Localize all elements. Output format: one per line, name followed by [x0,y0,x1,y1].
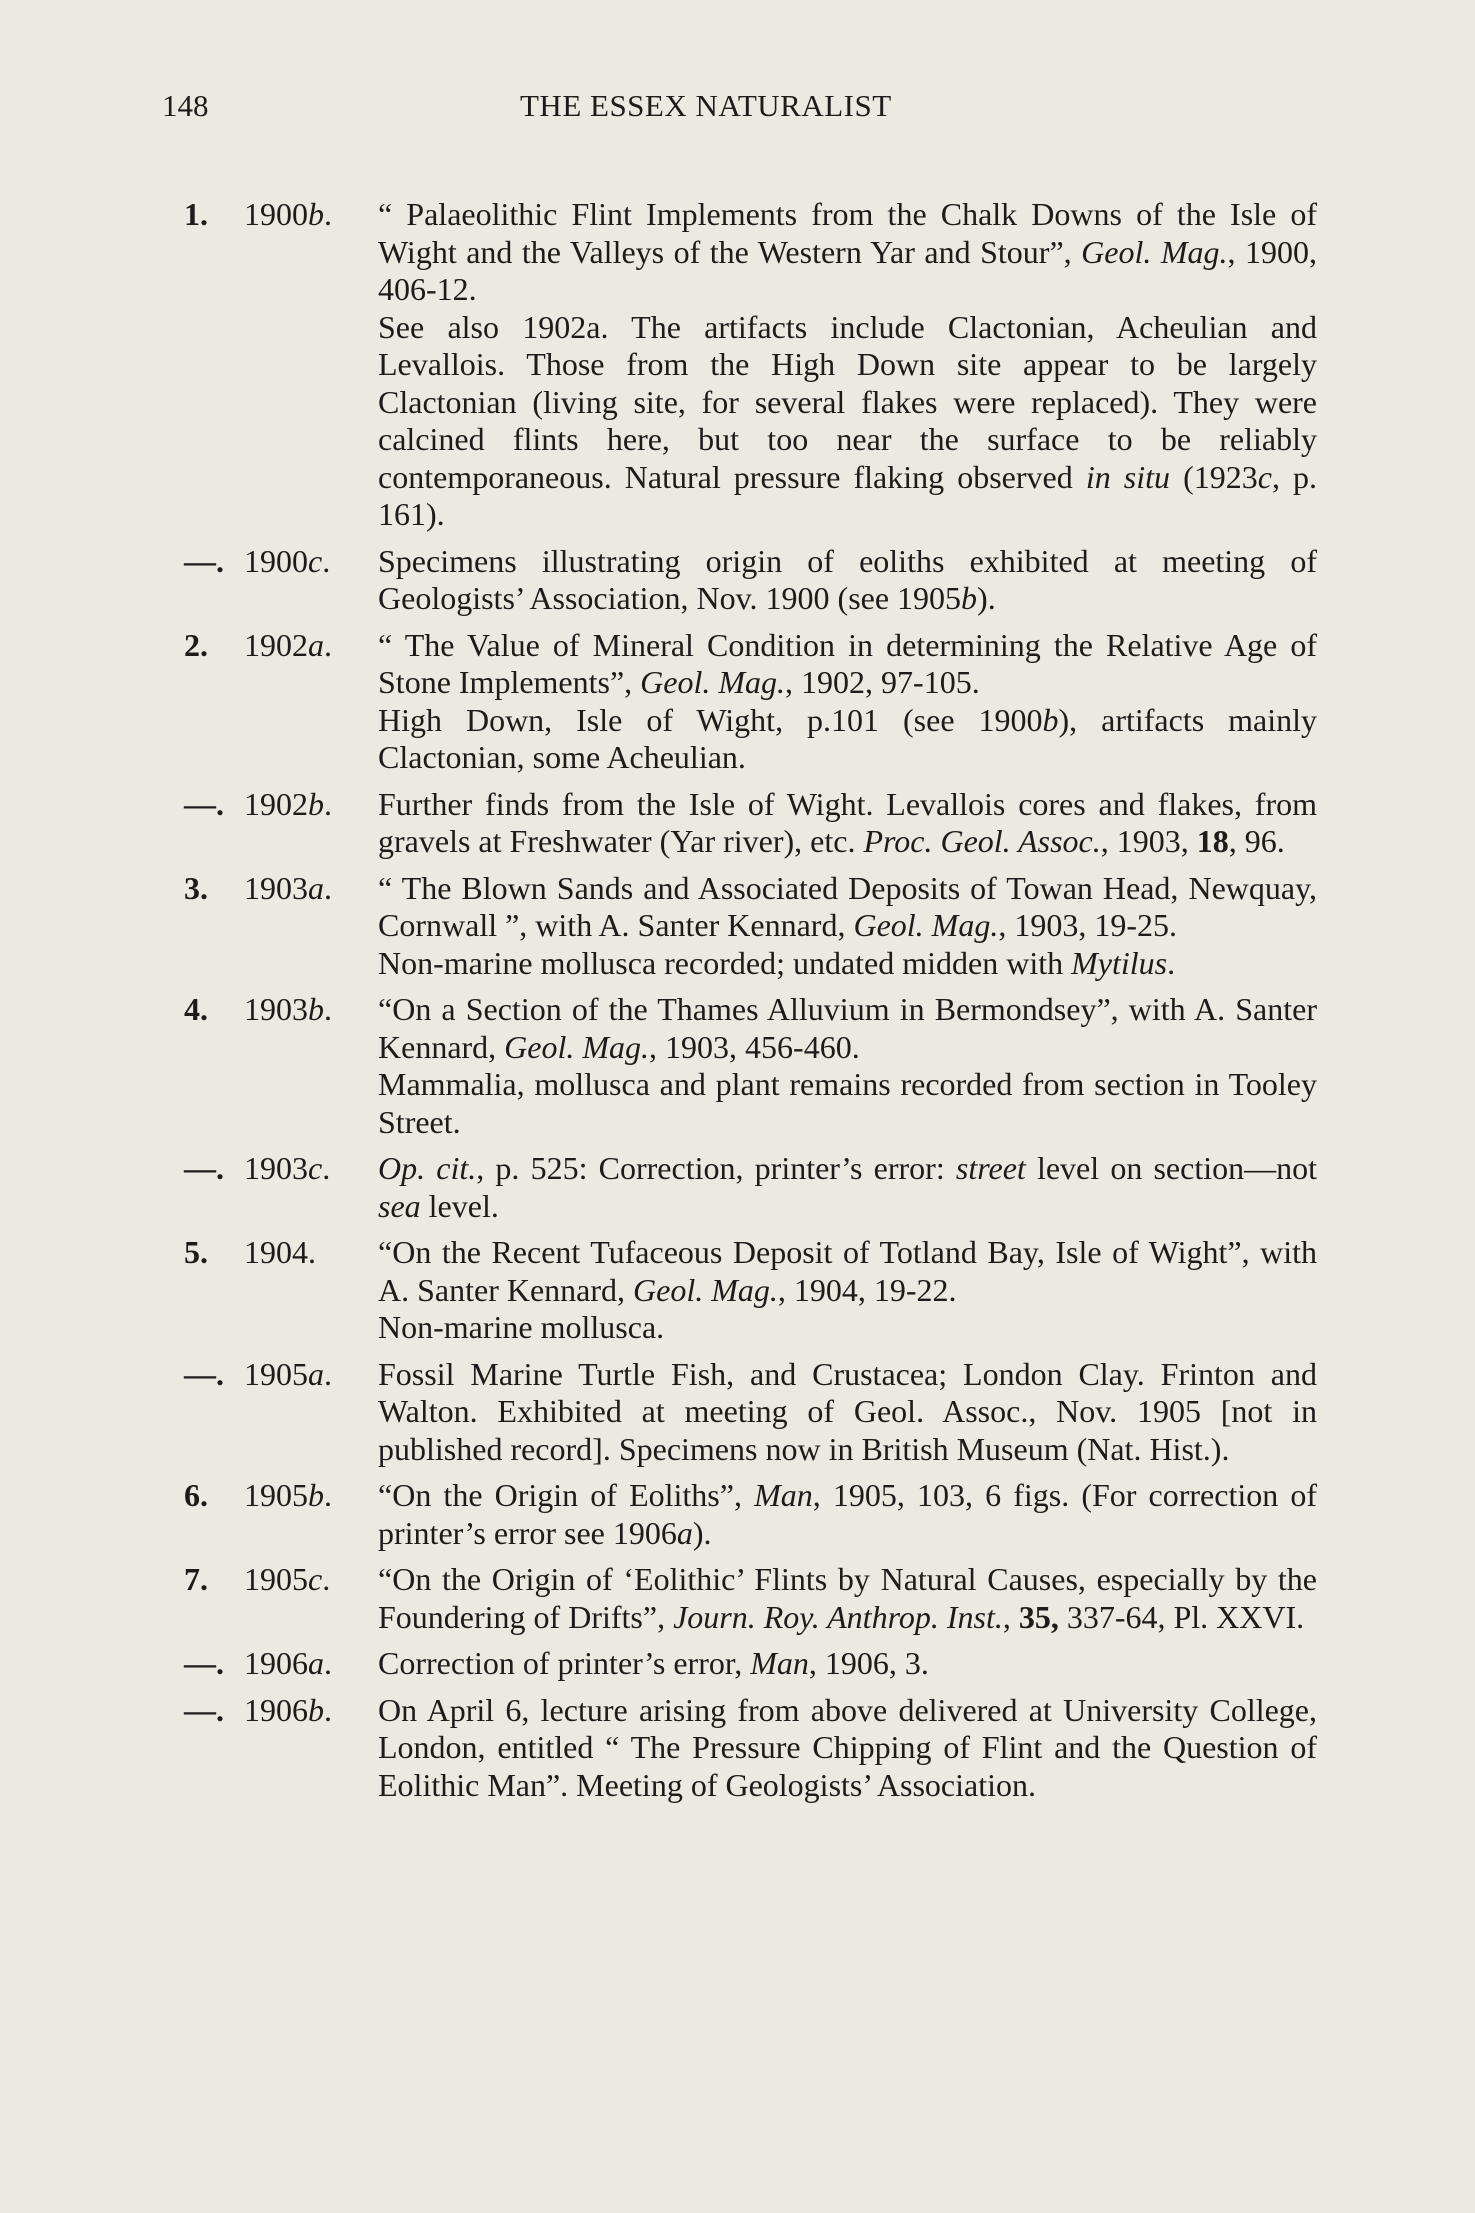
entry-number: 3. [184,869,208,906]
entry-number: 7. [184,1561,208,1597]
entry-citation: On April 6, lecture arising from above delivered at University College, London, entitled “ The Pressure Chipping of Flint and the Question of Eolithic Man”. Meeting of Geologists’ Association. [378,1691,1317,1803]
bibliography-entry [162,870,1317,983]
page-number: 148 [162,88,209,123]
entry-year: 1902b. [244,785,332,822]
bibliography-entry [162,543,1317,618]
entry-note: High Down, Isle of Wight, p.101 (see 1900b), artifacts mainly Clactonian, some Acheulian. [378,701,1318,775]
journal-title: THE ESSEX NATURALIST [520,88,892,123]
entry-citation: “On the Origin of ‘Eolithic’ Flints by Natural Causes, especially by the Foundering of Drifts”, Journ. Roy. Anthrop. Inst., 35, 337-64, Pl. XXVI. [378,1561,1317,1635]
bibliography-entry [162,991,1317,1141]
entry-number: 6. [184,1477,208,1513]
bibliography-entry [162,627,1317,777]
bibliography-entry [162,1150,1317,1225]
entry-year: 1900c. [244,542,331,579]
entry-year: 1905b. [244,1477,332,1513]
entry-number: —. [184,1645,224,1681]
bibliography-entry [162,786,1317,861]
entry-year: 1905c. [244,1561,331,1597]
running-head [162,88,1312,138]
bibliography-entry [162,1356,1317,1469]
entry-number: —. [184,1150,224,1186]
entry-number: —. [184,785,224,822]
entry-note: Non-marine mollusca recorded; undated midden with Mytilus. [378,944,1176,981]
entry-year: 1903b. [244,991,332,1027]
entry-citation: “On the Recent Tufaceous Deposit of Totland Bay, Isle of Wight”, with A. Santer Kennard, Geol. Mag., 1904, 19-22. [378,1234,1317,1308]
entry-citation: “On a Section of the Thames Alluvium in Bermondsey”, with A. Santer Kennard, Geol. Mag., 1903, 456-460. [378,991,1317,1065]
entry-year: 1903c. [244,1150,331,1186]
entry-year: 1900b. [244,196,332,232]
entry-citation: “ Palaeolithic Flint Implements from the Chalk Downs of the Isle of Wight and the Valleys of the Western Yar and Stour”, Geol. Mag., 1900, 406-12. [378,196,1318,307]
entry-citation: “ The Blown Sands and Associated Deposits of Towan Head, Newquay, Cornwall ”, with A. Santer Kennard, Geol. Mag., 1903, 19-25. [378,869,1317,943]
entry-year: 1905a. [244,1355,332,1392]
entry-year: 1904. [244,1234,316,1270]
entry-number: 2. [184,626,208,663]
entry-number: —. [184,1691,224,1728]
entry-citation: “On the Origin of Eoliths”, Man, 1905, 103, 6 figs. (For correction of printer’s error see 1906a). [378,1477,1318,1551]
entry-note: Non-marine mollusca. [378,1309,665,1345]
entry-year: 1903a. [244,869,332,906]
entry-number: 4. [184,991,208,1027]
entry-year: 1906a. [244,1645,332,1681]
bibliography-entry [162,196,1317,534]
bibliography-entry [162,1234,1317,1347]
entry-note: Mammalia, mollusca and plant remains recorded from section in Tooley Street. [378,1066,1317,1140]
entry-year: 1902a. [244,626,332,663]
entry-number: —. [184,1355,224,1392]
entry-number: 1. [184,196,208,232]
entry-number: 5. [184,1234,208,1270]
entry-citation: Correction of printer’s error, Man, 1906, 3. [378,1645,929,1681]
entry-citation: Further finds from the Isle of Wight. Levallois cores and flakes, from gravels at Freshwater (Yar river), etc. Proc. Geol. Assoc., 1903, 18, 96. [378,785,1317,859]
entry-citation: Fossil Marine Turtle Fish, and Crustacea; London Clay. Frinton and Walton. Exhibited at meeting of Geol. Assoc., Nov. 1905 [not in published record]. Specimens now in British Museum (Nat. Hist.). [378,1355,1317,1467]
entry-citation: Op. cit., p. 525: Correction, printer’s error: street level on section—not sea level. [378,1150,1318,1224]
entry-citation: “ The Value of Mineral Condition in determining the Relative Age of Stone Implements”, Geol. Mag., 1902, 97-105. [378,626,1317,700]
bibliography-entry [162,1561,1317,1636]
bibliography-entry [162,1477,1317,1552]
entry-year: 1906b. [244,1691,332,1728]
entry-number: —. [184,542,224,579]
entry-citation: Specimens illustrating origin of eoliths exhibited at meeting of Geologists’ Association, Nov. 1900 (see 1905b). [378,542,1317,616]
entry-note: See also 1902a. The artifacts include Clactonian, Acheulian and Levallois. Those from the High Down site appear to be largely Clactonian (living site, for several flakes were replaced). They were calcined flints here, but too near the surface to be reliably contemporaneous. Natural pressure flaking observed in situ (1923c, p. 161). [378,308,1318,532]
bibliography-entry [162,1645,1317,1683]
bibliography-list [162,196,1317,1813]
bibliography-entry [162,1692,1317,1805]
